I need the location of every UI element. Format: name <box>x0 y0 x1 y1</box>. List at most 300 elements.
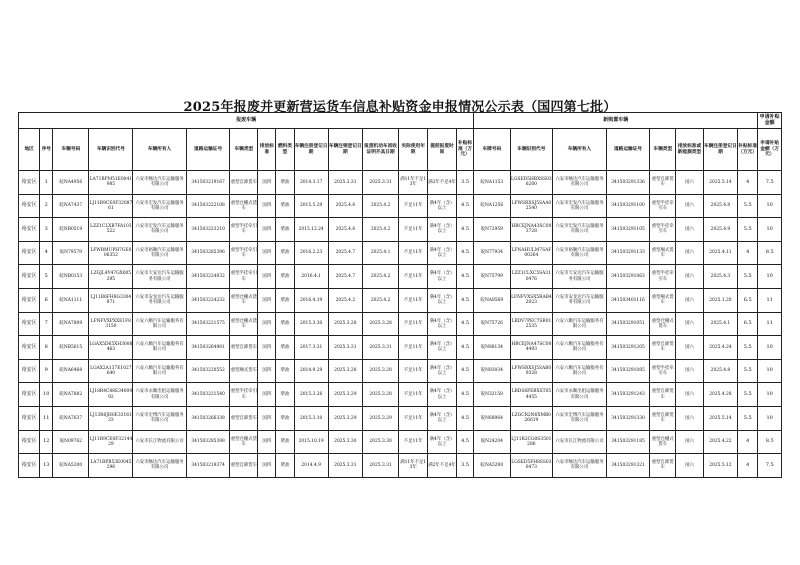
cell-owner: 六安市宏发汽车运输服务有限公司 <box>133 194 186 218</box>
cell-new-emission: 国六 <box>676 359 704 383</box>
cell-advance: 满4年（含）以上 <box>428 265 457 289</box>
cell-new-reg: 2025.4.24 <box>703 336 737 360</box>
cell-fuel: 柴油 <box>276 288 294 312</box>
cell-reg-date: 2014.3.17 <box>294 171 328 195</box>
cell-subsidy: 4.5 <box>456 430 473 454</box>
table-row <box>19 241 782 265</box>
cell-reg-date: 2016.4.19 <box>294 288 328 312</box>
cell-total: 10 <box>758 218 782 242</box>
cell-new-emission: 国六 <box>676 430 704 454</box>
cell-advance: 满4年（含）以上 <box>428 336 457 360</box>
cell-seq: 1 <box>40 171 53 195</box>
cell-region: 裕安区 <box>19 359 40 383</box>
cell-years: 不足11年 <box>399 383 428 407</box>
cell-new-plate: 皖N75726 <box>474 312 510 336</box>
cell-plate: 皖NA7437 <box>53 194 89 218</box>
cell-new-owner: 六安市宏发汽车运输服务有限公司 <box>553 218 606 242</box>
cell-new-reg: 2025.1.20 <box>703 288 737 312</box>
cell-cert-date: 2025.4.1 <box>362 241 398 265</box>
cell-new-subsidy: 4 <box>738 454 758 478</box>
table-body <box>19 171 782 478</box>
cell-vtype: 重型自卸货车 <box>230 406 258 430</box>
table-row <box>19 288 782 312</box>
cell-reg-date: 2017.3.31 <box>294 336 328 360</box>
cell-region: 裕安区 <box>19 288 40 312</box>
cell-new-emission: 国六 <box>676 288 704 312</box>
col-emission: 排放标准 <box>258 129 276 171</box>
cell-new-vin: LGSED5HBXSS036200 <box>510 171 553 195</box>
cell-new-plate: 皖N72959 <box>474 218 510 242</box>
cell-permit: 341503219167 <box>186 171 230 195</box>
cell-plate: 皖NA6468 <box>53 359 89 383</box>
cell-new-plate: 皖N24204 <box>474 430 510 454</box>
cell-new-vin: LFNFVXSX5RAB42023 <box>510 288 553 312</box>
cell-emission: 国四 <box>258 241 276 265</box>
cell-new-vtype: 重型仓栅式货车 <box>650 430 676 454</box>
cell-new-owner: 六安六顺汽车运输服务有限公司 <box>553 312 606 336</box>
cell-vtype: 重型半挂牵引车 <box>230 383 258 407</box>
cell-permit: 341503219374 <box>186 454 230 478</box>
cell-permit: 341503223210 <box>186 218 230 242</box>
cell-fuel: 柴油 <box>276 265 294 289</box>
cell-seq: 4 <box>40 241 53 265</box>
cell-new-emission: 国六 <box>676 336 704 360</box>
cell-seq: 2 <box>40 194 53 218</box>
cell-region: 裕安区 <box>19 406 40 430</box>
cell-new-owner: 六安市宏博汽车运输服务有限公司 <box>553 406 606 430</box>
cell-dereg-date: 2025.4.7 <box>328 241 362 265</box>
cell-region: 裕安区 <box>19 430 40 454</box>
table-row <box>19 265 782 289</box>
cell-dereg-date: 2025.3.30 <box>328 430 362 454</box>
cell-new-vtype: 重型自卸货车 <box>650 383 676 407</box>
cell-new-reg: 2025.4.28 <box>703 383 737 407</box>
cell-new-plate: 皖NA1256 <box>474 194 510 218</box>
cell-cert-date: 2025.3.28 <box>362 383 398 407</box>
cell-dereg-date: 2025.3.29 <box>328 383 362 407</box>
cell-vtype: 重型仓栅式货车 <box>230 312 258 336</box>
cell-plate: 皖NA7882 <box>53 383 89 407</box>
cell-total: 10 <box>758 406 782 430</box>
cell-new-plate: 皖N32158 <box>474 383 510 407</box>
cell-region: 裕安区 <box>19 218 40 242</box>
cell-dereg-date: 2025.4.2 <box>328 288 362 312</box>
cell-emission: 国四 <box>258 218 276 242</box>
cell-reg-date: 2014.9.29 <box>294 359 328 383</box>
cell-new-vtype: 重型半挂牵引车 <box>650 265 676 289</box>
col-new-emission: 排放标准或新能源类型 <box>676 129 704 171</box>
cell-new-permit: 341503291105 <box>606 218 650 242</box>
cell-new-vtype: 重型自卸货车 <box>650 171 676 195</box>
cell-vin: LJ11R6FH8G3304871 <box>89 288 133 312</box>
cell-permit: 341503285398 <box>186 430 230 454</box>
cell-new-emission: 国六 <box>676 383 704 407</box>
cell-new-subsidy: 5.5 <box>738 218 758 242</box>
cell-total: 8.5 <box>758 430 782 454</box>
cell-reg-date: 2016.2.23 <box>294 241 328 265</box>
cell-new-vin: LFNAHULM7SAF00264 <box>510 241 553 265</box>
cell-subsidy: 4.5 <box>456 218 473 242</box>
cell-region: 裕安区 <box>19 241 40 265</box>
cell-new-reg: 2025.4.22 <box>703 430 737 454</box>
cell-region: 裕安区 <box>19 454 40 478</box>
cell-fuel: 柴油 <box>276 171 294 195</box>
col-new-reg: 车辆注册登记日期 <box>703 129 737 171</box>
cell-vin: LFNFVXPXXE1F83150 <box>89 312 133 336</box>
cell-seq: 12 <box>40 430 53 454</box>
cell-region: 裕安区 <box>19 265 40 289</box>
cell-new-emission: 国六 <box>676 312 704 336</box>
cell-vin: LFWRMUPH7GE006352 <box>89 241 133 265</box>
cell-plate: 皖NB5615 <box>53 336 89 360</box>
table-row <box>19 194 782 218</box>
cell-reg-date: 2015.3.26 <box>294 383 328 407</box>
cell-new-plate: 皖N68964 <box>474 406 510 430</box>
cell-vtype: 重型自卸货车 <box>230 454 258 478</box>
cell-fuel: 柴油 <box>276 406 294 430</box>
cell-new-subsidy: 5.5 <box>738 383 758 407</box>
table-row <box>19 383 782 407</box>
cell-vin: LJ13R6JH0E3316133 <box>89 406 133 430</box>
cell-new-vin: LJ11R2CG0S3501286 <box>510 430 553 454</box>
cell-cert-date: 2025.3.31 <box>362 171 398 195</box>
cell-new-vtype: 重型自卸货车 <box>650 406 676 430</box>
cell-seq: 6 <box>40 288 53 312</box>
cell-new-owner: 六安市天安达汽车运输服务有限公司 <box>553 265 606 289</box>
cell-new-owner: 六安市宏发汽车运输服务有限公司 <box>553 194 606 218</box>
cell-permit: 341503221540 <box>186 383 230 407</box>
cell-new-plate: 皖N77934 <box>474 241 510 265</box>
cell-total: 10 <box>758 265 782 289</box>
cell-years: 不足11年 <box>399 288 428 312</box>
cell-vin: LZGJL4Y47GX005295 <box>89 265 133 289</box>
cell-new-owner: 六安市畅达汽车运输服务有限公司 <box>553 171 606 195</box>
cell-new-plate: 皖NA8569 <box>474 288 510 312</box>
cell-fuel: 柴油 <box>276 383 294 407</box>
cell-subsidy: 4.5 <box>456 288 473 312</box>
cell-new-reg: 2025.4.1 <box>703 312 737 336</box>
cell-owner: 六安六顺汽车运输服务有限公司 <box>133 359 186 383</box>
cell-reg-date: 2016.4.1 <box>294 265 328 289</box>
cell-reg-date: 2015.12.24 <box>294 218 328 242</box>
cell-vtype: 重型仓栅式货车 <box>230 288 258 312</box>
cell-emission: 国四 <box>258 312 276 336</box>
cell-permit: 341503222108 <box>186 194 230 218</box>
cell-plate: 皖NA7637 <box>53 406 89 430</box>
cell-new-subsidy: 6.5 <box>738 288 758 312</box>
cell-total: 10 <box>758 383 782 407</box>
cell-new-subsidy: 6.5 <box>738 312 758 336</box>
cell-region: 裕安区 <box>19 383 40 407</box>
cell-years: 不足11年 <box>399 194 428 218</box>
col-dereg-date: 车辆注销登记日期 <box>328 129 362 171</box>
cell-vtype: 重型仓栅式货车 <box>230 430 258 454</box>
col-new-vtype: 车辆类型 <box>650 129 676 171</box>
cell-plate: 皖N79579 <box>53 241 89 265</box>
cell-years: 不足11年 <box>399 312 428 336</box>
col-vin: 车辆识别代号 <box>89 129 133 171</box>
cell-fuel: 柴油 <box>276 359 294 383</box>
cell-region: 裕安区 <box>19 312 40 336</box>
cell-new-subsidy: 4 <box>738 430 758 454</box>
cell-new-owner: 六安市永顺出租运输服务有限公司 <box>553 383 606 407</box>
cell-owner: 六安市永顺出租运输服务有限公司 <box>133 383 186 407</box>
cell-new-vtype: 重型自卸货车 <box>650 336 676 360</box>
cell-region: 裕安区 <box>19 336 40 360</box>
cell-new-vtype: 重型自卸货车 <box>650 454 676 478</box>
cell-dereg-date: 2025.4.6 <box>328 218 362 242</box>
cell-vin: LA71BPM51E0041985 <box>89 171 133 195</box>
table-row <box>19 359 782 383</box>
cell-new-plate: 皖N75799 <box>474 265 510 289</box>
cell-new-reg: 2025.5.14 <box>703 171 737 195</box>
cell-new-permit: 341503291243 <box>606 383 650 407</box>
cell-new-vin: LGSED5FH8SS036473 <box>510 454 553 478</box>
cell-reg-date: 2015.3.10 <box>294 406 328 430</box>
cell-vin: LJ11R9CE0F3214429 <box>89 430 133 454</box>
cell-new-owner: 六安市安龙达汽车运输服务有限公司 <box>553 288 606 312</box>
cell-reg-date: 2015.10.19 <box>294 430 328 454</box>
cell-subsidy: 4.5 <box>456 406 473 430</box>
table-row <box>19 171 782 195</box>
cell-vtype: 重型自卸货车 <box>230 171 258 195</box>
cell-vin: LJ11R9CE0F3208761 <box>89 194 133 218</box>
cell-vin: LJ18R4C88E3400992 <box>89 383 133 407</box>
cell-new-permit: 341503291063 <box>606 265 650 289</box>
cell-advance: 满4年（含）以上 <box>428 218 457 242</box>
page-title: 2025年报废并更新营运货车信息补贴资金申报情况公示表（国四第七批） <box>183 100 617 115</box>
cell-vtype: 重型厢式货车 <box>230 359 258 383</box>
cell-dereg-date: 2025.3.29 <box>328 406 362 430</box>
cell-new-owner: 六安六顺汽车运输服务有限公司 <box>553 359 606 383</box>
cell-total: 10 <box>758 336 782 360</box>
table-row <box>19 312 782 336</box>
cell-cert-date: 2025.4.2 <box>362 265 398 289</box>
cell-new-emission: 国六 <box>676 406 704 430</box>
cell-new-permit: 341503291205 <box>606 336 650 360</box>
cell-emission: 国四 <box>258 194 276 218</box>
cell-new-vtype: 重型厢式货车 <box>650 288 676 312</box>
cell-new-reg: 2025.4.3 <box>703 265 737 289</box>
cell-new-emission: 国六 <box>676 241 704 265</box>
cell-new-reg: 2025.5.14 <box>703 406 737 430</box>
cell-dereg-date: 2025.3.28 <box>328 312 362 336</box>
cell-plate: 皖NA7809 <box>53 312 89 336</box>
cell-owner: 六安六顺汽车运输服务有限公司 <box>133 312 186 336</box>
cell-new-reg: 2025.4.8 <box>703 194 737 218</box>
cell-cert-date: 2025.3.30 <box>362 430 398 454</box>
cell-vin: LZZ1CLXB7FA103522 <box>89 218 133 242</box>
col-new-subsidy: 补贴标准（万元） <box>738 129 758 171</box>
cell-permit: 341503285396 <box>186 241 230 265</box>
cell-vin: LA71BPB53E0045296 <box>89 454 133 478</box>
cell-new-subsidy: 5.5 <box>738 406 758 430</box>
cell-dereg-date: 2025.3.31 <box>328 336 362 360</box>
cell-owner: 六安市宏博汽车运输服务有限公司 <box>133 406 186 430</box>
cell-new-vin: LZGCR2N6XMB026619 <box>510 406 553 430</box>
cell-new-vtype: 重型半挂牵引车 <box>650 194 676 218</box>
cell-advance: 满4年（含）以上 <box>428 241 457 265</box>
cell-dereg-date: 2025.4.7 <box>328 265 362 289</box>
cell-new-plate: 皖NA1153 <box>474 171 510 195</box>
cell-new-vin: HBCEJNA47SC004493 <box>510 336 553 360</box>
cell-vtype: 重型半挂牵引车 <box>230 241 258 265</box>
cell-seq: 5 <box>40 265 53 289</box>
cell-years: 不足11年 <box>399 406 428 430</box>
cell-cert-date: 2025.3.29 <box>362 406 398 430</box>
cell-years: 不足11年 <box>399 430 428 454</box>
cell-years: 满11年不足13年 <box>399 454 428 478</box>
col-fuel: 燃料类型 <box>276 129 294 171</box>
cell-new-subsidy: 4 <box>738 241 758 265</box>
col-new-permit: 道路运输证号 <box>606 129 650 171</box>
cell-reg-date: 2015.3.30 <box>294 312 328 336</box>
table-row <box>19 336 782 360</box>
cell-fuel: 柴油 <box>276 241 294 265</box>
cell-fuel: 柴油 <box>276 194 294 218</box>
cell-cert-date: 2025.4.2 <box>362 218 398 242</box>
cell-owner: 六安市长江物流有限公司 <box>133 430 186 454</box>
cell-new-owner: 六安六顺汽车运输服务有限公司 <box>553 336 606 360</box>
cell-vtype: 重型仓栅式货车 <box>230 194 258 218</box>
cell-new-permit: 341503291321 <box>606 454 650 478</box>
cell-cert-date: 2025.4.2 <box>362 288 398 312</box>
cell-plate: 皖NA1111 <box>53 288 89 312</box>
cell-advance: 满4年（含）以上 <box>428 194 457 218</box>
cell-dereg-date: 2025.3.31 <box>328 454 362 478</box>
cell-subsidy: 4.5 <box>456 265 473 289</box>
cell-total: 8.5 <box>758 241 782 265</box>
cell-new-owner: 六安市长江物流有限公司 <box>553 430 606 454</box>
cell-vin: LGAX2A137E1027640 <box>89 359 133 383</box>
cell-advance: 满2年不足4年 <box>428 454 457 478</box>
cell-new-reg: 2025.4.9 <box>703 218 737 242</box>
cell-seq: 9 <box>40 359 53 383</box>
col-new-plate: 车牌号码 <box>474 129 510 171</box>
cell-dereg-date: 2025.3.28 <box>328 359 362 383</box>
cell-new-vin: LFWSRXSJ5SAB09328 <box>510 359 553 383</box>
cell-advance: 满4年（含）以上 <box>428 430 457 454</box>
cell-total: 11 <box>758 312 782 336</box>
cell-seq: 8 <box>40 336 53 360</box>
cell-subsidy: 4.5 <box>456 383 473 407</box>
col-permit: 道路运输证号 <box>186 129 230 171</box>
cell-years: 不足11年 <box>399 241 428 265</box>
cell-cert-date: 2025.4.2 <box>362 194 398 218</box>
cell-advance: 满4年（含）以上 <box>428 288 457 312</box>
cell-fuel: 柴油 <box>276 336 294 360</box>
cell-new-permit: 341503291100 <box>606 194 650 218</box>
cell-years: 不足11年 <box>399 218 428 242</box>
cell-fuel: 柴油 <box>276 430 294 454</box>
cell-new-permit: 341503291185 <box>606 430 650 454</box>
cell-new-emission: 国六 <box>676 218 704 242</box>
cell-seq: 7 <box>40 312 53 336</box>
cell-emission: 国四 <box>258 265 276 289</box>
cell-years: 不足11年 <box>399 265 428 289</box>
cell-plate: 皖NB0519 <box>53 218 89 242</box>
cell-new-vin: LRDS6PEBXST054455 <box>510 383 553 407</box>
cell-plate: 皖NA5200 <box>53 454 89 478</box>
cell-advance: 满4年（含）以上 <box>428 406 457 430</box>
group-new: 新购置车辆 <box>474 113 758 129</box>
cell-owner: 六安市安龙达汽车运输服务有限公司 <box>133 288 186 312</box>
col-subsidy: 补贴标准（万元） <box>456 129 473 171</box>
cell-owner: 六安六顺汽车运输服务有限公司 <box>133 336 186 360</box>
cell-seq: 3 <box>40 218 53 242</box>
cell-emission: 国四 <box>258 288 276 312</box>
cell-emission: 国四 <box>258 171 276 195</box>
cell-owner: 六安市畅达汽车运输服务有限公司 <box>133 171 186 195</box>
cell-new-vtype: 重型仓栅式货车 <box>650 312 676 336</box>
cell-seq: 10 <box>40 383 53 407</box>
cell-seq: 11 <box>40 406 53 430</box>
table-row <box>19 454 782 478</box>
cell-new-owner: 六安市畅达汽车运输服务有限公司 <box>553 454 606 478</box>
col-owner: 车辆所有人 <box>133 129 186 171</box>
cell-region: 裕安区 <box>19 194 40 218</box>
cell-subsidy: 4.5 <box>456 359 473 383</box>
cell-region: 裕安区 <box>19 171 40 195</box>
cell-emission: 国四 <box>258 383 276 407</box>
cell-new-reg: 2025.4.8 <box>703 359 737 383</box>
col-years: 实际使用年限 <box>399 129 428 171</box>
cell-vtype: 重型自卸货车 <box>230 336 258 360</box>
col-cert-date: 报废机动车回收证明开具日期 <box>362 129 398 171</box>
col-total: 申请补贴金额（万元） <box>758 129 782 171</box>
cell-permit: 341503220552 <box>186 359 230 383</box>
cell-subsidy: 3.5 <box>456 454 473 478</box>
cell-new-emission: 国六 <box>676 171 704 195</box>
col-region: 地区 <box>19 129 40 171</box>
cell-new-subsidy: 5.5 <box>738 194 758 218</box>
cell-new-vin: HBCEJNA43SC003728 <box>510 218 553 242</box>
col-advance: 提前报废时间 <box>428 129 457 171</box>
cell-new-subsidy: 5.5 <box>738 265 758 289</box>
cell-total: 7.5 <box>758 171 782 195</box>
cell-new-reg: 2025.4.11 <box>703 241 737 265</box>
col-plate: 车辆号码 <box>53 129 89 171</box>
cell-new-permit: 341503291051 <box>606 312 650 336</box>
cell-new-subsidy: 5.5 <box>738 359 758 383</box>
cell-vtype: 重型半挂牵引车 <box>230 265 258 289</box>
cell-new-plate: 皖NA5200 <box>474 454 510 478</box>
cell-new-emission: 国六 <box>676 265 704 289</box>
cell-subsidy: 4.5 <box>456 194 473 218</box>
cell-total: 10 <box>758 194 782 218</box>
cell-fuel: 柴油 <box>276 312 294 336</box>
cell-new-vtype: 重型半挂牵引车 <box>650 359 676 383</box>
cell-new-reg: 2025.5.12 <box>703 454 737 478</box>
cell-permit: 341503224232 <box>186 288 230 312</box>
col-new-owner: 车辆所有人 <box>553 129 606 171</box>
cell-advance: 满2年不足4年 <box>428 171 457 195</box>
cell-years: 满11年不足13年 <box>399 171 428 195</box>
cell-total: 7.5 <box>758 454 782 478</box>
cell-plate: 皖NA4956 <box>53 171 89 195</box>
cell-cert-date: 2025.3.28 <box>362 312 398 336</box>
cell-new-subsidy: 5.5 <box>738 336 758 360</box>
cell-emission: 国四 <box>258 454 276 478</box>
cell-emission: 国四 <box>258 430 276 454</box>
table-row <box>19 406 782 430</box>
table-row <box>19 430 782 454</box>
cell-new-permit: 341503291336 <box>606 171 650 195</box>
cell-subsidy: 3.5 <box>456 171 473 195</box>
col-new-vin: 车辆识别代号 <box>510 129 553 171</box>
cell-emission: 国四 <box>258 359 276 383</box>
cell-subsidy: 4.5 <box>456 241 473 265</box>
